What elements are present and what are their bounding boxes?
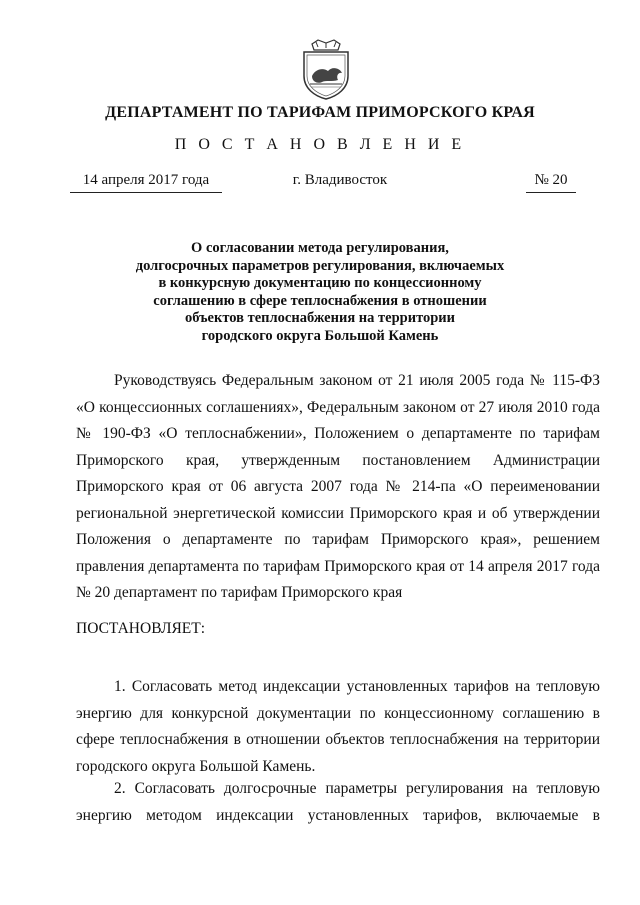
title-line: объектов теплоснабжения на территории <box>184 310 456 326</box>
coat-of-arms-icon <box>298 38 354 100</box>
preamble-line: «О концессионных соглашениях», Федеральным законом от 27 июля 2010 года <box>76 398 600 416</box>
title-line: в конкурсную документацию по концессионному <box>158 275 482 291</box>
preamble-paragraph <box>76 368 600 607</box>
preamble-line: Руководствуясь Федеральным законом от 21 июля 2005 года № 115-ФЗ <box>114 372 600 389</box>
preamble-line: правления департамента по тарифам Приморского края от 14 апреля 2017 года <box>76 557 600 575</box>
item-1-line: 1. Согласовать метод индексации установленных тарифов на тепловую <box>114 678 600 695</box>
preamble-line: Приморского края от 06 августа 2007 года № 214-па «О переименовании <box>76 478 600 495</box>
preamble-line: Приморского края, утвержденным постановлением Администрации <box>76 451 600 469</box>
document-number: № 20 <box>526 172 576 193</box>
document-date: 14 апреля 2017 года <box>70 172 222 193</box>
preamble-line: № 20 департамент по тарифам Приморского края <box>76 584 403 601</box>
item-1-paragraph <box>76 674 600 780</box>
title-line: долгосрочных параметров регулирования, включаемых <box>135 257 505 274</box>
preamble-line: региональной энергетической комиссии Приморского края и об утверждении <box>76 504 600 522</box>
item-1-line: энергию для конкурсной документации по концессионному соглашению в <box>76 704 600 722</box>
item-1-line: городского округа Большой Камень. <box>76 757 316 775</box>
document-type: П О С Т А Н О В Л Е Н И Е <box>174 136 466 153</box>
item-1-line: сфере теплоснабжения в отношении объектов теплоснабжения на территории <box>76 731 600 748</box>
department-name: ДЕПАРТАМЕНТ ПО ТАРИФАМ ПРИМОРСКОГО КРАЯ <box>105 104 535 121</box>
preamble-line: № 190-ФЗ «О теплоснабжении», Положением о департаменте по тарифам <box>76 425 600 442</box>
title-line: городского округа Большой Камень <box>201 327 439 344</box>
item-2-line: энергию методом индексации установленных тарифов, включаемые в <box>76 806 600 824</box>
title-line: соглашению в сфере теплоснабжения в отношении <box>153 292 487 309</box>
document-city: г. Владивосток <box>292 172 388 188</box>
document-title <box>110 240 530 345</box>
title-line: О согласовании метода регулирования, <box>191 240 449 256</box>
item-2-paragraph <box>76 776 600 829</box>
preamble-line: Положения о департаменте по тарифам Приморского края», решением <box>76 531 600 548</box>
item-2-line: 2. Согласовать долгосрочные параметры регулирования на тепловую <box>114 780 600 797</box>
resolves-heading: ПОСТАНОВЛЯЕТ: <box>76 620 206 637</box>
